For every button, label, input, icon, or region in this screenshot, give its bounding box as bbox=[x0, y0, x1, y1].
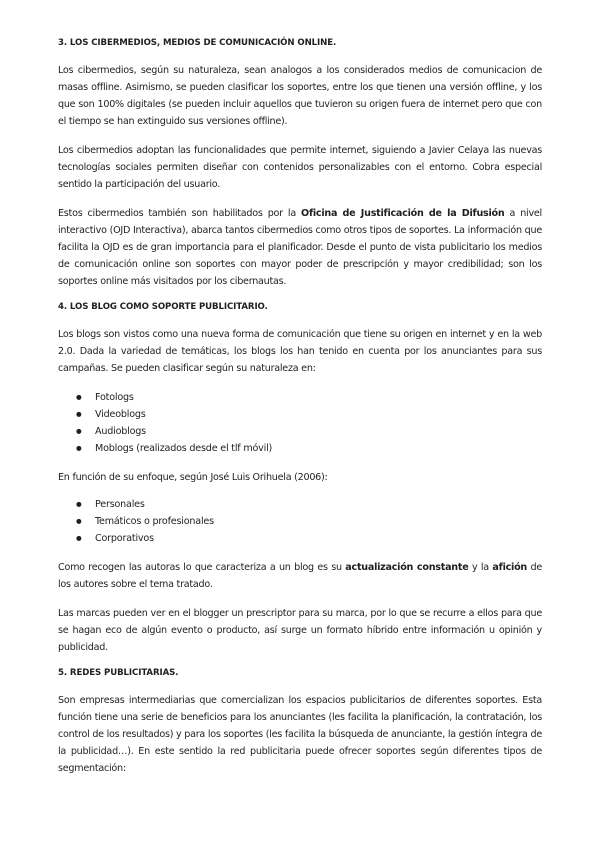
section-3-paragraph-2: Los cibermedios adoptan las funcionalidades que permite internet, siguiendo a Javier Celaya las nuevas tecnologías sociales permiten diseñar con contenidos personalizables con el entorno. Cobra especial sentido la participación del usuario. bbox=[58, 145, 542, 190]
blog-focus-list bbox=[58, 496, 542, 547]
section-4-paragraph-4: Las marcas pueden ver en el blogger un prescriptor para su marca, por lo que se recurre a ellos para que se hagan eco de algún evento o producto, así surge un formato híbrido entre información u opinión y publicidad. bbox=[58, 608, 542, 653]
text-run: de los autores sobre el tema tratado. bbox=[58, 562, 543, 590]
list-item: ● Corporativos bbox=[58, 530, 542, 547]
list-item: ● Audioblogs bbox=[58, 423, 542, 440]
section-4-paragraph-2: En función de su enfoque, según José Luis Orihuela (2006): bbox=[58, 472, 328, 483]
section-4-paragraph-3 bbox=[58, 559, 542, 593]
section-3-paragraph-1: Los cibermedios, según su naturaleza, sean analogos a los considerados medios de comunicacion de masas offline. Asimismo, se pueden clasificar los soportes, entre los que tienen una versión offline, y los que son 100% digitales (se pueden incluir aquellos que tuvieron su origen fuera de internet pero que con el tiempo se han extinguido sus versiones offline). bbox=[58, 65, 542, 127]
text-run: y la bbox=[468, 562, 493, 573]
section-4-heading: 4. LOS BLOG COMO SOPORTE PUBLICITARIO. bbox=[58, 302, 268, 312]
bold-term: actualización constante bbox=[345, 562, 469, 573]
section-5-heading: 5. REDES PUBLICITARIAS. bbox=[58, 668, 179, 678]
list-item: ● Temáticos o profesionales bbox=[58, 513, 542, 530]
document-page bbox=[58, 38, 542, 789]
list-item: ● Personales bbox=[58, 496, 542, 513]
text-run: Estos cibermedios también son habilitados por la bbox=[58, 208, 302, 219]
text-run: Como recogen las autoras lo que caracteriza a un blog es su bbox=[58, 562, 346, 573]
section-5-paragraph-1: Son empresas intermediarias que comercializan los espacios publicitarios de diferentes soportes. Esta función tiene una serie de beneficios para los anunciantes (les facilita la planificación, la contratación, los control de los resultados) y para los soportes (les facilita la búsqueda de anunciante, la gestión íntegra de la publicidad…). En este sentido la red publicitaria puede ofrecer soportes según diferentes tipos de segmentación: bbox=[58, 695, 542, 774]
list-item: ● Moblogs (realizados desde el tlf móvil) bbox=[58, 440, 542, 457]
blog-types-list bbox=[58, 389, 542, 457]
list-item: ● Fotologs bbox=[58, 389, 542, 406]
ojd-bold-term: Oficina de Justificación de la Difusión bbox=[301, 208, 505, 219]
list-item: ● Videoblogs bbox=[58, 406, 542, 423]
bold-term: afición bbox=[492, 562, 528, 573]
section-4-paragraph-1: Los blogs son vistos como una nueva forma de comunicación que tiene su origen en internet y en la web 2.0. Dada la variedad de temáticas, los blogs los han tenido en cuenta por los anunciantes para sus campañas. Se pueden clasificar según su naturaleza en: bbox=[58, 329, 542, 374]
text-run: a nivel interactivo (OJD Interactiva), abarca tantos cibermedios como otros tipos de soportes. La información que facilita la OJD es de gran importancia para el planificador. Desde el punto de vista publicitario los medios de comunicación online son soportes con mayor poder de prescripción y mayor credibilidad; son los soportes online más visitados por los cibernautas. bbox=[58, 208, 542, 287]
section-3-paragraph-3 bbox=[58, 205, 542, 290]
section-3-heading: 3. LOS CIBERMEDIOS, MEDIOS DE COMUNICACIÓN ONLINE. bbox=[58, 38, 337, 48]
